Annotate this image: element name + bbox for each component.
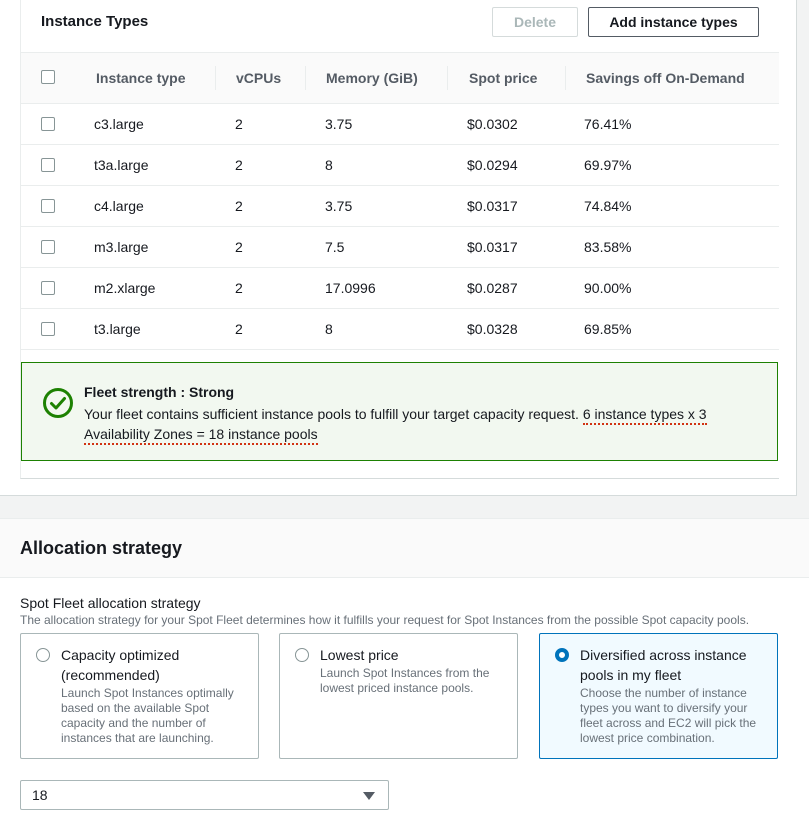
radio-lowest-price[interactable] — [295, 648, 309, 662]
option-title-line: Capacity optimized — [61, 647, 180, 663]
cell-spot-price: $0.0294 — [467, 157, 518, 173]
cell-savings: 76.41% — [584, 116, 632, 132]
cell-memory: 8 — [325, 321, 333, 337]
cell-instance-type: m3.large — [94, 239, 149, 255]
column-header-memory[interactable]: Memory (GiB) — [326, 70, 418, 86]
cell-savings: 74.84% — [584, 198, 632, 214]
option-description — [61, 686, 251, 746]
option-title-line: pools in my fleet — [580, 667, 682, 683]
fleet-strength-alert — [21, 362, 778, 461]
radio-capacity-optimized[interactable] — [36, 648, 50, 662]
option-description — [580, 686, 770, 746]
table-body — [21, 104, 779, 350]
row-checkbox[interactable] — [41, 322, 55, 336]
row-checkbox[interactable] — [41, 158, 55, 172]
fleet-strength-title: Fleet strength : Strong — [84, 384, 235, 400]
check-circle-icon — [42, 387, 74, 419]
option-title-line: Diversified across instance — [580, 647, 747, 663]
column-header-instance-type[interactable]: Instance type — [96, 70, 186, 86]
radio-diversified[interactable] — [555, 648, 569, 662]
instance-pool-calculation: Availability Zones = 18 instance pools — [84, 426, 318, 445]
instance-types-title: Instance Types — [41, 13, 149, 30]
option-title: Lowest price — [320, 647, 399, 663]
description-line: Launch Spot Instances optimally — [61, 686, 234, 700]
allocation-strategy-panel — [0, 518, 809, 834]
add-instance-types-button[interactable]: Add instance types — [588, 7, 759, 37]
cell-spot-price: $0.0328 — [467, 321, 518, 337]
column-divider[interactable] — [447, 66, 448, 90]
fleet-strength-message — [84, 404, 754, 444]
row-checkbox[interactable] — [41, 281, 55, 295]
cell-spot-price: $0.0302 — [467, 116, 518, 132]
row-checkbox[interactable] — [41, 199, 55, 213]
table-row[interactable] — [21, 186, 779, 227]
cell-vcpus: 2 — [235, 239, 243, 255]
cell-memory: 17.0996 — [325, 280, 376, 296]
caret-down-icon — [363, 792, 375, 800]
row-checkbox[interactable] — [41, 240, 55, 254]
option-capacity-optimized[interactable] — [20, 633, 259, 759]
cell-vcpus: 2 — [235, 157, 243, 173]
select-all-checkbox[interactable] — [41, 70, 55, 84]
instance-pool-calculation: 6 instance types x 3 — [583, 406, 707, 425]
allocation-field-label: Spot Fleet allocation strategy — [20, 595, 201, 611]
table-header — [21, 52, 779, 104]
column-divider[interactable] — [305, 66, 306, 90]
cell-memory: 7.5 — [325, 239, 345, 255]
instance-pools-select[interactable] — [20, 780, 389, 810]
allocation-field-description: The allocation strategy for your Spot Fleet determines how it fulfills your request for Spot Instances from the possible Spot capacity pools. — [20, 613, 750, 627]
cell-instance-type: m2.xlarge — [94, 280, 156, 296]
cell-savings: 90.00% — [584, 280, 632, 296]
allocation-header — [0, 519, 809, 578]
column-header-savings[interactable]: Savings off On-Demand — [586, 70, 745, 86]
cell-memory: 3.75 — [325, 198, 353, 214]
table-row[interactable] — [21, 268, 779, 309]
table-row[interactable] — [21, 309, 779, 350]
cell-instance-type: t3.large — [94, 321, 141, 337]
instance-types-table — [21, 52, 779, 350]
description-line: fleet across and EC2 will pick the — [580, 716, 757, 730]
description-line: based on the available Spot — [61, 701, 210, 715]
description-line: types you want to diversify your — [580, 701, 748, 715]
instance-pools-value: 18 — [32, 787, 48, 803]
option-diversified[interactable] — [539, 633, 778, 759]
cell-instance-type: c3.large — [94, 116, 144, 132]
option-title — [61, 645, 251, 685]
delete-button[interactable]: Delete — [492, 7, 578, 37]
cell-vcpus: 2 — [235, 198, 243, 214]
option-title — [580, 645, 770, 685]
column-divider[interactable] — [565, 66, 566, 90]
column-header-spot-price[interactable]: Spot price — [469, 70, 538, 86]
fleet-strength-text: Your fleet contains sufficient instance pools to fulfill your target capacity request. — [84, 406, 583, 422]
cell-vcpus: 2 — [235, 280, 243, 296]
description-line: lowest price combination. — [580, 731, 715, 745]
row-checkbox[interactable] — [41, 117, 55, 131]
instance-types-container — [20, 0, 779, 479]
cell-savings: 69.85% — [584, 321, 632, 337]
column-header-vcpus[interactable]: vCPUs — [236, 70, 282, 86]
cell-savings: 69.97% — [584, 157, 632, 173]
description-line: Choose the number of instance — [580, 686, 747, 700]
allocation-title: Allocation strategy — [20, 538, 183, 558]
cell-memory: 8 — [325, 157, 333, 173]
cell-memory: 3.75 — [325, 116, 353, 132]
cell-instance-type: c4.large — [94, 198, 144, 214]
option-description — [320, 666, 510, 696]
column-divider[interactable] — [215, 66, 216, 90]
description-line: lowest priced instance pools. — [320, 681, 474, 695]
table-row[interactable] — [21, 145, 779, 186]
cell-spot-price: $0.0287 — [467, 280, 518, 296]
description-line: instances that are launching. — [61, 731, 214, 745]
description-line: capacity and the number of — [61, 716, 206, 730]
table-row[interactable] — [21, 104, 779, 145]
cell-spot-price: $0.0317 — [467, 198, 518, 214]
cell-vcpus: 2 — [235, 116, 243, 132]
cell-spot-price: $0.0317 — [467, 239, 518, 255]
cell-vcpus: 2 — [235, 321, 243, 337]
cell-instance-type: t3a.large — [94, 157, 149, 173]
option-title-line: (recommended) — [61, 667, 160, 683]
table-row[interactable] — [21, 227, 779, 268]
description-line: Launch Spot Instances from the — [320, 666, 490, 680]
cell-savings: 83.58% — [584, 239, 632, 255]
option-lowest-price[interactable] — [279, 633, 518, 759]
